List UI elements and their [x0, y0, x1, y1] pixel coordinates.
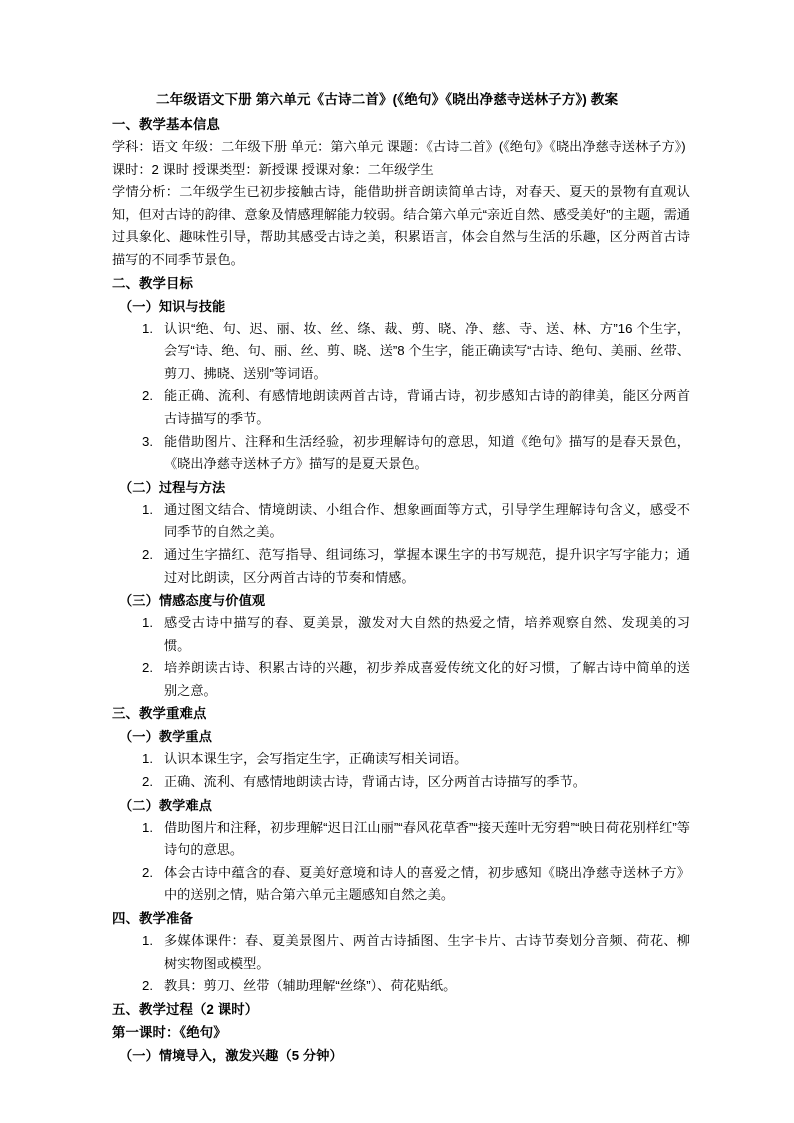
list-item: 多媒体课件：春、夏美景图片、两首古诗插图、生字卡片、古诗节奏划分音频、荷花、柳树实物图或模型。	[164, 933, 690, 971]
list-item: 认识本课生字，会写指定生字，正确读写相关词语。	[164, 751, 468, 767]
list-item: 体会古诗中蕴含的春、夏美好意境和诗人的喜爱之情，初步感知《晓出净慈寺送林子方》中的送别之情，贴合第六单元主题感知自然之美。	[164, 864, 690, 903]
list-item: 通过图文结合、情境朗读、小组合作、想象画面等方式，引导学生理解诗句含义，感受不同季节的自然之美。	[164, 501, 690, 540]
list-item: 感受古诗中描写的春、夏美景，激发对大自然的热爱之情，培养观察自然、发现美的习惯。	[164, 615, 690, 653]
list-item: 认识“绝、句、迟、丽、妆、丝、绦、裁、剪、晓、净、慈、寺、送、林、方”16 个生字，会写“诗、绝、句、丽、丝、剪、晓、送”8 个生字，能正确读写“古诗、绝句、美丽、丝带、剪刀、拂晓、送别”等词语。	[164, 320, 690, 381]
step-heading-situational-intro: （一）情境导入，激发兴趣（5 分钟）	[119, 1047, 343, 1063]
list-item: 能借助图片、注释和生活经验，初步理解诗句的意思，知道《绝句》描写的是春天景色，《晓出净慈寺送林子方》描写的是夏天景色。	[164, 433, 690, 472]
section-heading-process: 五、教学过程（2 课时）	[112, 1001, 259, 1017]
section-heading-key-points: 三、教学重难点	[112, 706, 207, 722]
objectives-emotion-list	[112, 612, 690, 702]
subsection-heading-teaching-focus: （一）教学重点	[119, 729, 213, 745]
key-points-focus-list	[112, 748, 690, 793]
list-item: 正确、流利、有感情地朗读古诗，背诵古诗，区分两首古诗描写的季节。	[164, 774, 586, 790]
objectives-process-list	[112, 499, 690, 589]
objectives-knowledge-list	[112, 318, 690, 476]
subsection-heading-emotion-values: （三）情感态度与价值观	[119, 593, 266, 609]
key-points-difficulty-list	[112, 817, 690, 907]
section-heading-basic-info: 一、教学基本信息	[112, 117, 220, 132]
lesson-heading-first-period: 第一课时：《绝句》	[112, 1024, 227, 1040]
list-item: 教具：剪刀、丝带（辅助理解“丝绦”）、荷花贴纸。	[164, 978, 457, 994]
subsection-heading-knowledge-skills: （一）知识与技能	[119, 298, 226, 314]
subsection-heading-teaching-difficulty: （二）教学难点	[119, 797, 213, 813]
list-item: 培养朗读古诗、积累古诗的兴趣，初步养成喜爱传统文化的好习惯，了解古诗中简单的送别之意。	[164, 660, 690, 698]
list-item: 借助图片和注释，初步理解“迟日江山丽”“春风花草香”“接天莲叶无穷碧”“映日荷花别样红”等诗句的意思。	[164, 819, 690, 858]
section-heading-preparation: 四、教学准备	[112, 911, 193, 927]
basic-info-period-line: 课时：2 课时 授课类型：新授课 授课对象：二年级学生	[112, 161, 434, 177]
list-item: 能正确、流利、有感情地朗读两首古诗，背诵古诗，初步感知古诗的韵律美，能区分两首古诗描写的季节。	[164, 388, 690, 426]
list-item: 通过生字描红、范写指导、组词练习，掌握本课生字的书写规范，提升识字写字能力；通过对比朗读，区分两首古诗的节奏和情感。	[164, 546, 690, 585]
subsection-heading-process-method: （二）过程与方法	[119, 479, 226, 495]
preparation-list	[112, 930, 690, 998]
basic-info-subject-line: 学科：语文 年级：二年级下册 单元：第六单元 课题：《古诗二首》(《绝句》《晓出净慈寺送林子方》)	[112, 139, 686, 154]
page-title: 二年级语文下册 第六单元《古诗二首》(《绝句》《晓出净慈寺送林子方》) 教案	[156, 92, 619, 107]
section-heading-objectives: 二、教学目标	[112, 275, 193, 291]
basic-info-student-analysis: 学情分析：二年级学生已初步接触古诗，能借助拼音朗读简单古诗，对春天、夏天的景物有直观认知，但对古诗的韵律、意象及情感理解能力较弱。结合第六单元“亲近自然、感受美好”的主题，需通过具象化、趣味性引导，帮助其感受古诗之美，积累语言，体会自然与生活的乐趣，区分两首古诗描写的不同季节景色。	[112, 184, 690, 267]
